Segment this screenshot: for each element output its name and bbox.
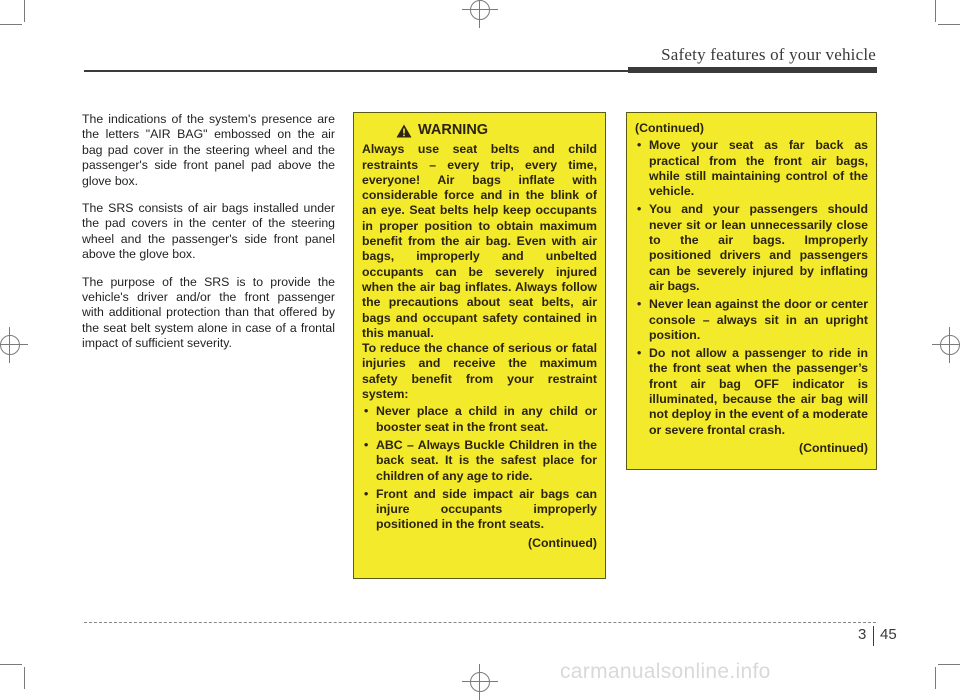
continued-label: (Continued) [799,440,868,455]
warning-list-item: • Do not allow a passenger to ride in the front seat when the passenger’s front air bag OFF indicator is illuminated, because the air bag will not deploy in the event of a moderate or severe frontal crash. [635,346,868,438]
crop-mark [0,24,22,25]
crop-mark [935,667,936,689]
section-title: Safety features of your vehicle [661,45,876,64]
crop-mark [0,664,22,665]
warning-lead: To reduce the chance of serious or fatal injuries and receive the maximum safety benefit from your restraint system: [362,341,597,402]
body-paragraph: The purpose of the SRS is to provide the vehicle's driver and/or the front passenger with additional protection than that offered by the seat belt system alone in case of a frontal impact of sufficient severity. [82,274,335,351]
warning-heading [396,123,597,138]
body-text-column [82,112,335,364]
warning-intro: Always use seat belts and child restraints – every trip, every time, everyone! Air bags inflate with considerable force and in the blink of an eye. Seat belts help keep occupants in proper position to obtain maximum benefit from the air bag. Even with air bags, improperly and unbelted occupants can be severely injured when the air bag inflates. Always follow the precautions about seat belts, air bags and occupant safety contained in this manual. [362,142,597,340]
page-number: 45 [880,626,897,643]
body-paragraph: The SRS consists of air bags installed under the pad covers in the center of the steering wheel and the passenger's side front panel above the glove box. [82,201,335,262]
warning-list-item: • Move your seat as far back as practical from the front air bags, while still maintaining control of the vehicle. [635,138,868,199]
continued-top-label: (Continued) [635,121,704,135]
warning-list [635,138,868,438]
watermark: carmanualsonline.info [560,660,771,683]
crop-mark [938,24,960,25]
body-paragraph: The indications of the system's presence are the letters "AIR BAG" embossed on the air bag pad cover in the steering wheel and the passenger's side front panel pad above the glove box. [82,112,335,188]
chapter-number: 3 [858,626,867,643]
registration-mark-icon [0,335,20,355]
warning-heading-label: WARNING [418,122,489,138]
page-number-separator [873,626,874,646]
footer-rule [84,622,876,623]
crop-mark [24,0,25,22]
registration-mark-icon [470,0,490,20]
warning-box-continued [626,112,877,470]
warning-list-item: • Never place a child in any child or booster seat in the front seat. [362,404,597,435]
continued-label: (Continued) [528,535,597,550]
crop-mark [938,664,960,665]
header-rule [84,70,628,72]
warning-list [362,404,597,532]
warning-triangle-icon [396,124,412,138]
crop-mark [24,667,25,689]
warning-list-item: • Never lean against the door or center console – always sit in an upright position. [635,297,868,343]
warning-list-item: • ABC – Always Buckle Children in the back seat. It is the safest place for children of any age to ride. [362,438,597,484]
registration-mark-icon [470,672,490,692]
crop-mark [935,0,936,22]
warning-box [353,112,606,579]
registration-mark-icon [940,335,960,355]
header-rule-accent [628,67,877,73]
warning-list-item: • You and your passengers should never sit or lean unnecessarily close to the air bags. Improperly positioned drivers and passengers can be severely injured by inflating air bags. [635,202,868,294]
warning-list-item: • Front and side impact air bags can injure occupants improperly positioned in the front seats. [362,487,597,533]
